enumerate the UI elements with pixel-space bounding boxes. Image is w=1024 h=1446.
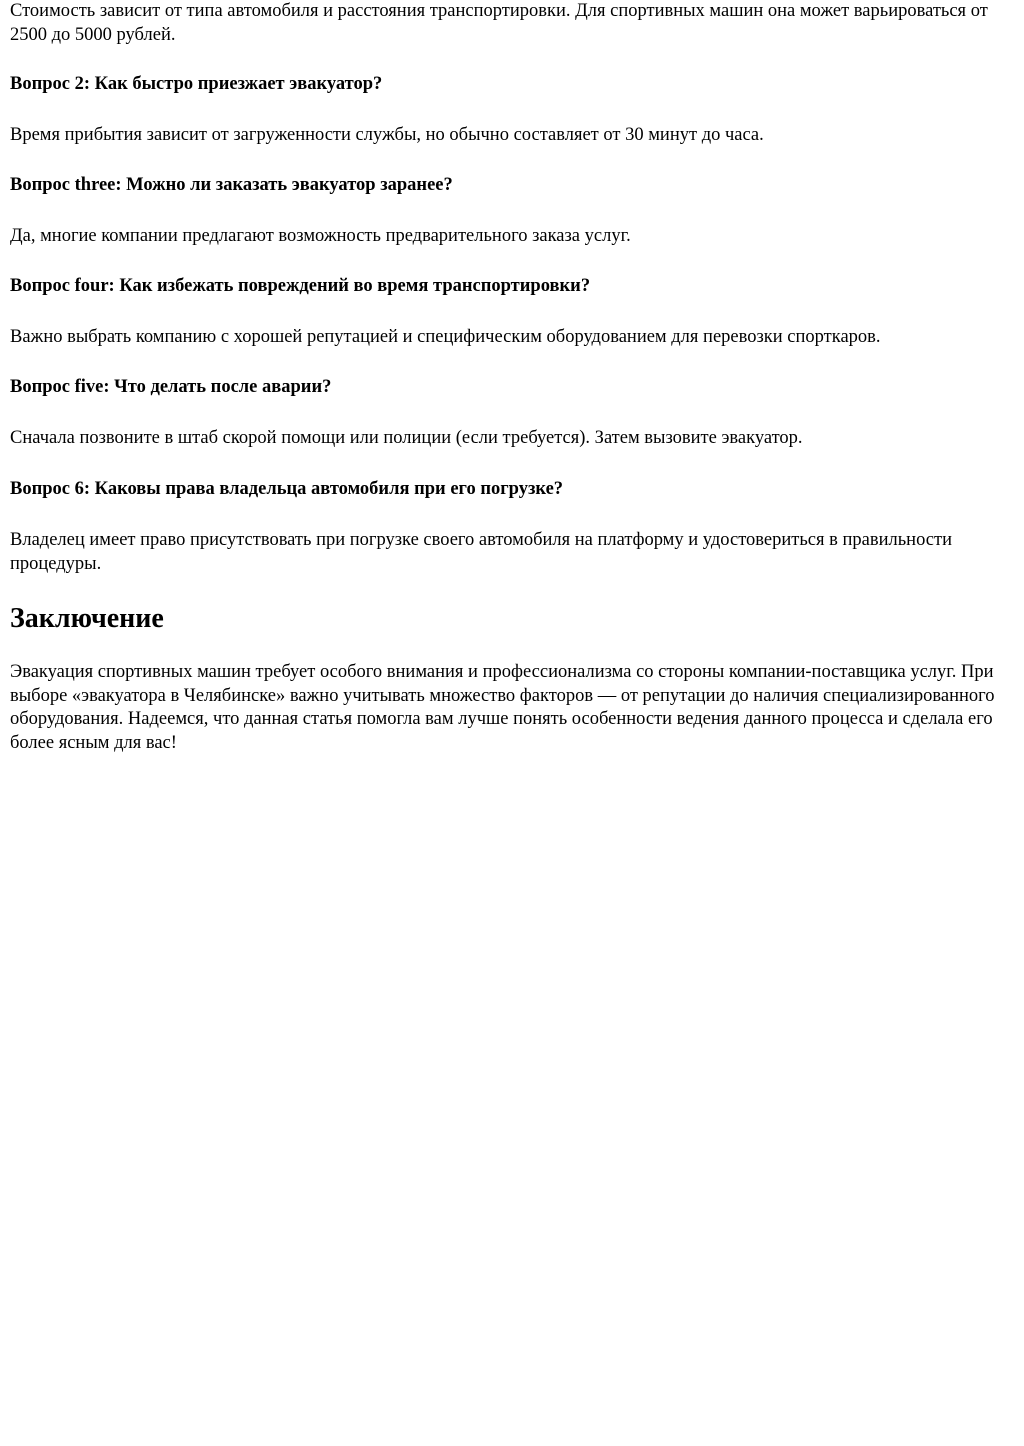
- faq-answer: Время прибытия зависит от загруженности службы, но обычно составляет от 30 минут до часа.: [10, 125, 764, 145]
- conclusion-paragraph: Эвакуация спортивных машин требует особого внимания и профессионализма со стороны компании-поставщика услуг. При выборе «эвакуатора в Челябинске» важно учитывать множество факторов — от репутации до наличия специализированного оборудования. Надеемся, что данная статья помогла вам лучше понять особенности ведения данного процесса и сделала его более ясным для вас!: [10, 662, 995, 753]
- faq-question: Вопрос 6: Каковы права владельца автомобиля при его погрузке?: [10, 479, 564, 499]
- faq-question: Вопрос 2: Как быстро приезжает эвакуатор?: [10, 74, 383, 94]
- faq-question: Вопрос five: Что делать после аварии?: [10, 377, 332, 397]
- faq-answer: Важно выбрать компанию с хорошей репутацией и специфическим оборудованием для перевозки спорткаров.: [10, 327, 881, 347]
- faq-answer: Владелец имеет право присутствовать при погрузке своего автомобиля на платформу и удостовериться в правильности процедуры.: [10, 530, 952, 574]
- faq-answer: Сначала позвоните в штаб скорой помощи или полиции (если требуется). Затем вызовите эвакуатор.: [10, 428, 803, 448]
- faq-question: Вопрос four: Как избежать повреждений во время транспортировки?: [10, 276, 591, 296]
- faq-question: Вопрос three: Можно ли заказать эвакуатор заранее?: [10, 175, 453, 195]
- conclusion-heading: Заключение: [10, 603, 164, 634]
- faq-answer: Да, многие компании предлагают возможность предварительного заказа услуг.: [10, 226, 631, 246]
- intro-paragraph: Стоимость зависит от типа автомобиля и расстояния транспортировки. Для спортивных машин она может варьироваться от 2500 до 5000 рублей.: [10, 1, 988, 45]
